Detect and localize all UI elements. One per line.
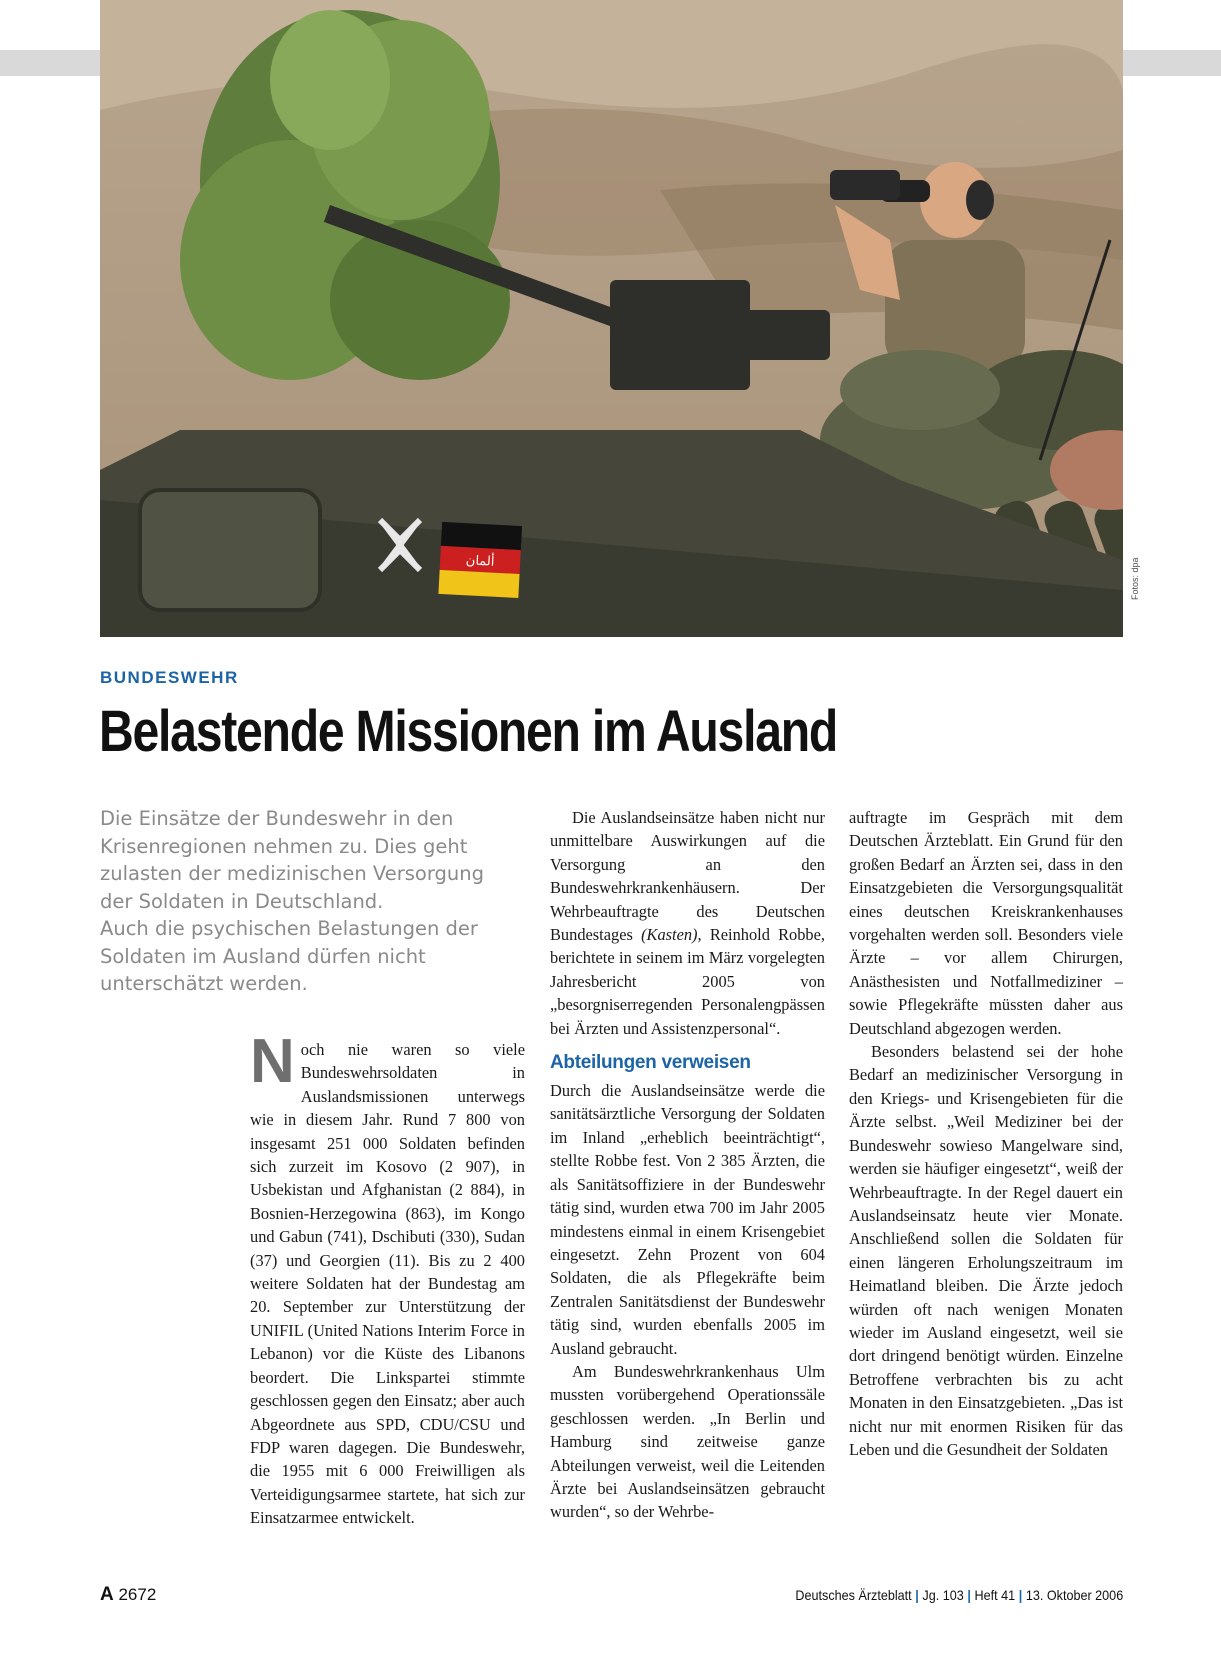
photo-illustration bbox=[100, 0, 1123, 637]
body-column-1 bbox=[250, 1027, 525, 1530]
body-paragraph bbox=[250, 1027, 525, 1530]
body-text: , Reinhold Robbe, berichtete in seinem im März vorgelegten Jahresbericht 2005 von „besorgniserregenden Personalengpässen bei Ärzten und Assistenzpersonal“. bbox=[550, 925, 826, 1038]
page-number-value: 2672 bbox=[118, 1585, 157, 1604]
body-text: Die Auslandseinsätze haben nicht nur unmittelbare Auswirkungen auf die Versorgung an den Bundeswehrkrankenhäusern. Der Wehrbeauftragte des Deutschen Bundestages bbox=[550, 808, 825, 945]
body-paragraph: Durch die Auslandseinsätze werde die sanitätsärztliche Versorgung der Soldaten im Inland „erheblich beeinträchtigt“, stellte Robbe fest. Von 2 385 Ärzten, die als Sanitätsoffiziere in der Bundeswehr tätig sind, wurden etwa 700 im Jahr 2005 mindestens einmal in einem Krisengebiet eingesetzt. Zehn Prozent von 604 Soldaten, die als Pflegekräfte beim Zentralen Sanitätsdienst der Bundeswehr tätig sind, wurden ebenfalls 2005 im Ausland gebraucht. bbox=[550, 1081, 825, 1358]
journal-name: Deutsches Ärzteblatt bbox=[795, 1587, 912, 1603]
body-column-2 bbox=[550, 806, 825, 1524]
body-text-italic: (Kasten) bbox=[641, 925, 698, 945]
subheading: Abteilungen verweisen bbox=[550, 1052, 751, 1074]
decorative-band-left bbox=[0, 50, 100, 76]
body-paragraph: Am Bundeswehrkrankenhaus Ulm mussten vorübergehend Operationssäle geschlossen werden. „In Berlin und Hamburg sind zeitweise ganze Abteilungen verweist, weil die Leitenden Ärzte bei Auslandseinsätzen gebraucht wurden“, so der Wehrbe- bbox=[550, 1361, 825, 1522]
body-text: och nie waren so viele Bundeswehrsoldaten in Auslandsmissionen unterwegs wie in diesem Jahr. Rund 7 800 von insgesamt 251 000 Soldaten befinden sich zurzeit im Kosovo (2 907), in Usbekistan und Afghanistan (2 884), in Bosnien-Herzegowina (863), im Kongo und Gabun (741), Dschibuti (330), Sudan (37) und Georgien (11). Bis zu 2 400 weitere Soldaten hat der Bundestag am 20. September zur Unterstützung der UNIFIL (United Nations Interim Force in Lebanon) vor die Küste des Libanons beordert. Die Linkspartei stimmte geschlossen gegen den Einsatz; aber auch Abgeordnete aus SPD, CDU/CSU und FDP waren dagegen. Die Bundeswehr, die 1955 mit 6 000 Freiwilligen als Verteidigungsarmee startete, hat sich zur Einsatzarmee entwickelt. bbox=[250, 1040, 525, 1528]
rubric: BUNDESWEHR bbox=[100, 668, 239, 687]
body-paragraph: auftragte im Gespräch mit dem Deutschen Ärzteblatt. Ein Grund für den großen Bedarf an Ärzten sei, dass in den Einsatzgebieten die Versorgungsqualität eines deutschen Kreiskrankenhauses vorgehalten werden soll. Besonders viele Ärzte – vor allem Chirurgen, Anästhesisten und Notfallmediziner – sowie Pflegekräfte müssten daher aus Deutschland abgezogen werden. bbox=[849, 808, 1123, 1038]
body-paragraph: Besonders belastend sei der hohe Bedarf an medizinischer Versorgung in den Kriegs- und Krisengebieten für die Ärzte selbst. „Weil Mediziner bei der Bundeswehr sowieso Mangelware sind, werden sie häufiger eingesetzt“, weiß der Wehrbeauftragte. In der Regel dauert ein Auslandseinsatz heute vier Monate. Anschließend sollen die Soldaten für einen längeren Erholungszeitraum im Heimatland bleiben. Die Ärzte jedoch würden oft nach wenigen Monaten wieder im Ausland eingesetzt, weil sie dort dringend benötigt würden. Einzelne Betroffene verbrachten bis zu acht Monaten in den Einsatzgebieten. „Das ist nicht nur mit enormen Risiken für das Leben und die Gesundheit der Soldaten bbox=[849, 1042, 1123, 1459]
journal-volume: Jg. 103 bbox=[922, 1587, 964, 1603]
lead-paragraph-1: Die Einsätze der Bundeswehr in den Krisenregionen nehmen zu. Dies geht zulasten der medizinischen Versorgung der Soldaten in Deutschland. bbox=[100, 807, 485, 913]
drop-cap: N bbox=[250, 1027, 295, 1096]
footer-separator: | bbox=[915, 1587, 919, 1603]
journal-date: 13. Oktober 2006 bbox=[1025, 1587, 1123, 1603]
headline: Belastende Missionen im Ausland bbox=[99, 699, 838, 764]
footer-separator: | bbox=[967, 1587, 971, 1603]
lead-text bbox=[100, 805, 520, 998]
body-column-3 bbox=[849, 806, 1123, 1461]
page-prefix: A bbox=[100, 1584, 114, 1605]
article-photo bbox=[100, 0, 1123, 637]
page-number bbox=[100, 1584, 156, 1606]
body-paragraph bbox=[550, 806, 825, 1040]
photo-credit: Fotos: dpa bbox=[1130, 557, 1140, 600]
journal-issue: Heft 41 bbox=[974, 1587, 1015, 1603]
flag-text: ألمان bbox=[465, 553, 495, 570]
journal-footer bbox=[795, 1587, 1123, 1603]
lead-paragraph-2: Auch die psychischen Belastungen der Soldaten im Ausland dürfen nicht unterschätzt werden. bbox=[100, 917, 478, 995]
footer-separator: | bbox=[1018, 1587, 1023, 1603]
decorative-band-right bbox=[1123, 50, 1221, 76]
